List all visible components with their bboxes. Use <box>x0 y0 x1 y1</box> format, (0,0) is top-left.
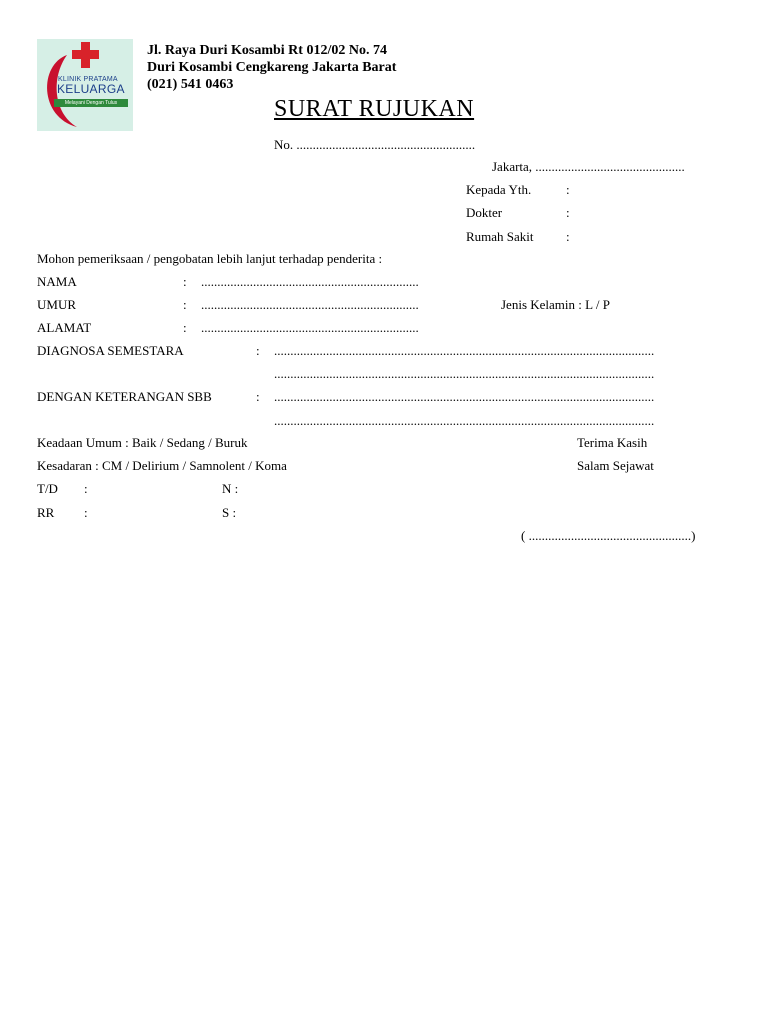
alamat-colon: : <box>183 320 187 335</box>
dokter-label: Dokter <box>466 205 503 220</box>
td-label: T/D <box>37 481 58 496</box>
terima-kasih: Terima Kasih <box>577 435 648 450</box>
diagnosa-colon: : <box>256 343 260 358</box>
page-title: SURAT RUJUKAN <box>274 96 475 122</box>
rumah-sakit-colon: : <box>566 229 570 244</box>
kepada-colon: : <box>566 182 570 197</box>
keterangan-label: DENGAN KETERANGAN SBB <box>37 389 212 404</box>
address-line-1: Jl. Raya Duri Kosambi Rt 012/02 No. 74 <box>147 43 387 58</box>
gender-field: Jenis Kelamin : L / P <box>501 297 610 312</box>
s-label: S : <box>222 505 237 520</box>
phone-number: (021) 541 0463 <box>147 77 234 92</box>
diagnosa-field-1: ..................................................................................................................... <box>274 343 655 358</box>
umur-colon: : <box>183 297 187 312</box>
umur-field: ................................................................... <box>201 297 419 312</box>
alamat-label: ALAMAT <box>37 320 92 335</box>
letter-date: Jakarta, .............................................. <box>492 159 685 174</box>
letter-number: No. ....................................................... <box>274 137 476 152</box>
clinic-logo <box>37 39 133 131</box>
keadaan-umum: Keadaan Umum : Baik / Sedang / Buruk <box>37 435 248 450</box>
keterangan-colon: : <box>256 389 260 404</box>
logo-line1: KLINIK PRATAMA <box>58 76 118 83</box>
dokter-colon: : <box>566 205 570 220</box>
keterangan-field-2: ..................................................................................................................... <box>274 413 655 428</box>
rr-label: RR <box>37 505 55 520</box>
rumah-sakit-label: Rumah Sakit <box>466 229 534 244</box>
logo-line2: KELUARGA <box>57 82 125 96</box>
signature-line: ( ..................................................) <box>521 528 696 543</box>
logo-tagline: Melayani Dengan Tulus <box>54 99 128 107</box>
alamat-field: ................................................................... <box>201 320 419 335</box>
nama-colon: : <box>183 274 187 289</box>
keterangan-field-1: ..................................................................................................................... <box>274 389 655 404</box>
address-line-2: Duri Kosambi Cengkareng Jakarta Barat <box>147 60 397 75</box>
kepada-label: Kepada Yth. <box>466 182 532 197</box>
red-cross-icon <box>72 42 99 68</box>
salam-sejawat: Salam Sejawat <box>577 458 654 473</box>
n-label: N : <box>222 481 239 496</box>
diagnosa-field-2: ..................................................................................................................... <box>274 366 655 381</box>
nama-label: NAMA <box>37 274 77 289</box>
kesadaran: Kesadaran : CM / Delirium / Samnolent / Koma <box>37 458 287 473</box>
umur-label: UMUR <box>37 297 77 312</box>
intro-text: Mohon pemeriksaan / pengobatan lebih lanjut terhadap penderita : <box>37 251 383 266</box>
rr-colon: : <box>84 505 88 520</box>
diagnosa-label: DIAGNOSA SEMESTARA <box>37 343 184 358</box>
nama-field: ................................................................... <box>201 274 419 289</box>
td-colon: : <box>84 481 88 496</box>
